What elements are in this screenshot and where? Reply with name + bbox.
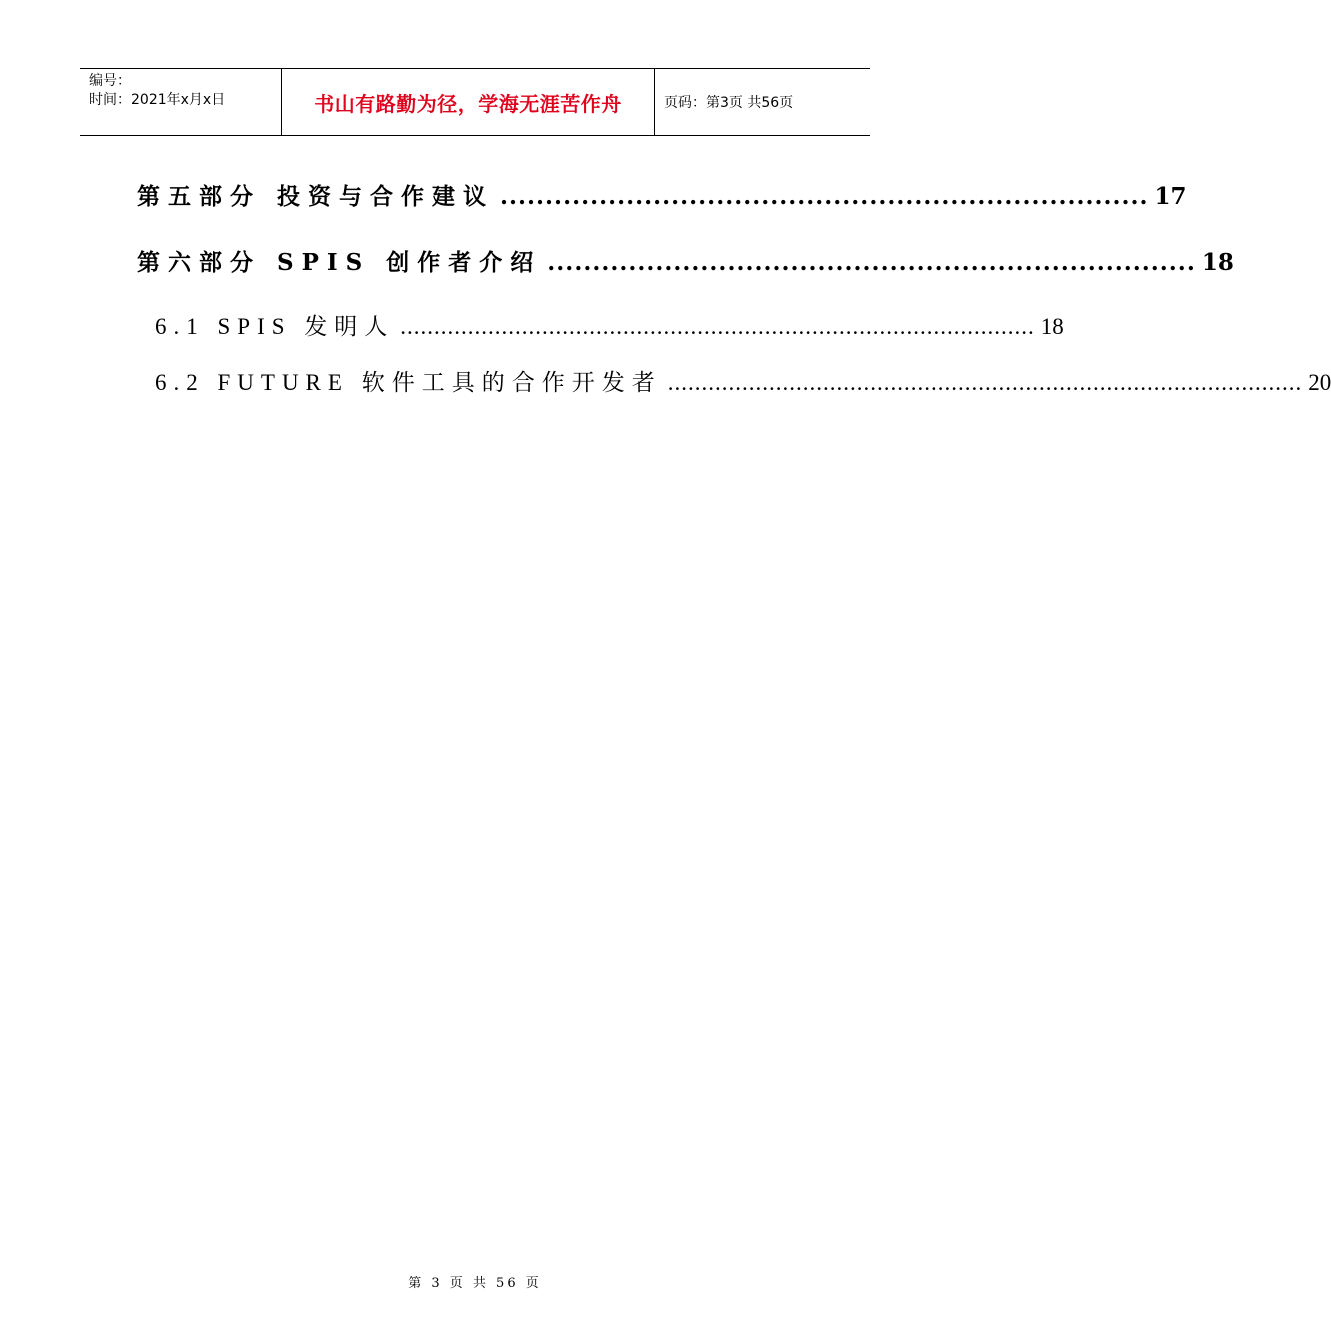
toc-entry-label: 6.2 FUTURE 软件工具的合作开发者 <box>155 370 662 395</box>
time-label: 时间：2021年x月x日 <box>89 92 226 108</box>
toc-leader-dots: .............................................................................................. <box>400 314 1035 339</box>
page-info-text: 页码：第3页 共56页 <box>664 95 794 111</box>
header-motto-cell <box>282 69 655 135</box>
toc-entry[interactable] <box>137 244 1234 277</box>
page-footer <box>0 1272 950 1291</box>
toc-leader-dots: ........................................................................ <box>500 183 1149 210</box>
toc-leader-dots: .............................................................................................. <box>667 370 1303 395</box>
footer-page-text: 第 3 页 共 56 页 <box>408 1276 542 1291</box>
toc-page-number: 17 <box>1154 183 1187 210</box>
toc-page-number: 18 <box>1201 249 1234 276</box>
header-page-info <box>655 69 870 135</box>
toc-entry[interactable] <box>137 178 1187 211</box>
toc-entry[interactable] <box>155 364 1331 397</box>
toc-page-number: 18 <box>1040 314 1064 339</box>
toc-entry-label: 第六部分 SPIS 创作者介绍 <box>137 249 542 276</box>
number-label: 编号： <box>89 73 131 89</box>
toc-entry-label: 6.1 SPIS 发明人 <box>155 314 395 339</box>
toc-leader-dots: ........................................................................ <box>547 249 1196 276</box>
motto-text: 书山有路勤为径，学海无涯苦作舟 <box>314 91 622 116</box>
toc-page-number: 20 <box>1308 370 1331 395</box>
toc-entry-label: 第五部分 投资与合作建议 <box>137 183 495 210</box>
header-meta <box>80 69 282 135</box>
toc-entry[interactable] <box>155 308 1064 341</box>
page-header <box>80 68 870 136</box>
